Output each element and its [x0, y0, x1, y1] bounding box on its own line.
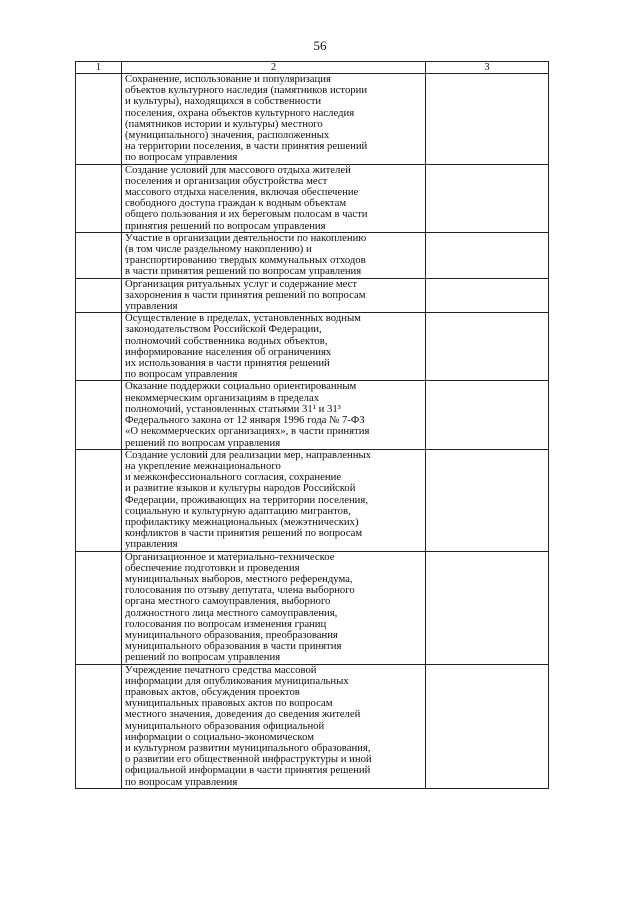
row-number-cell — [76, 74, 122, 165]
table-row — [76, 164, 549, 232]
notes-cell — [426, 664, 549, 788]
table-row — [76, 449, 549, 551]
notes-cell — [426, 381, 549, 449]
row-number-cell — [76, 551, 122, 664]
authority-description-cell: Сохранение, использование и популяризация объектов культурного наследия (памятников истории и культуры), находящихся в собственности поселения, охрана объектов культурного наследия (памятников истории и культуры) местного (муниципального) значения, расположенных на территории поселения, в части принятия решений по вопросам управления — [122, 74, 426, 165]
table-row — [76, 551, 549, 664]
authority-description-cell: Создание условий для массового отдыха жителей поселения и организация обустройства мест массового отдыха населения, включая обеспечение свободного доступа граждан к водным объектам общего пользования и их береговым полосам в части принятия решений по вопросам управления — [122, 164, 426, 232]
table-row — [76, 232, 549, 278]
row-number-cell — [76, 313, 122, 381]
row-number-cell — [76, 449, 122, 551]
document-table — [75, 61, 549, 789]
notes-cell — [426, 313, 549, 381]
table-row — [76, 278, 549, 313]
authority-description-cell: Оказание поддержки социально ориентированным некоммерческим организациям в пределах полномочий, установленных статьями 31¹ и 31³ Федерального закона от 12 января 1996 года № 7-ФЗ «О некоммерческих организациях», в части принятия решений по вопросам управления — [122, 381, 426, 449]
authority-description-cell: Организация ритуальных услуг и содержание мест захоронения в части принятия решений по вопросам управления — [122, 278, 426, 313]
notes-cell — [426, 232, 549, 278]
page-number: 56 — [313, 38, 327, 53]
row-number-cell — [76, 278, 122, 313]
authority-description-cell: Учреждение печатного средства массовой информации для опубликования муниципальных правовых актов, обсуждения проектов муниципальных правовых актов по вопросам местного значения, доведения до сведения жителей муниципального образования официальной информации о социально-экономическом и культурном развитии муниципального образования, о развитии его общественной инфраструктуры и иной официальной информации в части принятия решений по вопросам управления — [122, 664, 426, 788]
table-row — [76, 381, 549, 449]
notes-cell — [426, 278, 549, 313]
table-row — [76, 664, 549, 788]
row-number-cell — [76, 664, 122, 788]
table-row — [76, 313, 549, 381]
row-number-cell — [76, 164, 122, 232]
notes-cell — [426, 551, 549, 664]
authority-description-cell: Участие в организации деятельности по накоплению (в том числе раздельному накоплению) и транспортированию твердых коммунальных отходов в части принятия решений по вопросам управления — [122, 232, 426, 278]
notes-cell — [426, 164, 549, 232]
notes-cell — [426, 449, 549, 551]
row-number-cell — [76, 381, 122, 449]
column-header-1: 1 — [76, 62, 122, 74]
table-header-row — [76, 62, 549, 74]
authority-description-cell: Создание условий для реализации мер, направленных на укрепление межнационального и межконфессионального согласия, сохранение и развитие языков и культуры народов Российской Федерации, проживающих на территории поселения, социальную и культурную адаптацию мигрантов, профилактику межнациональных (межэтнических) конфликтов в части принятия решений по вопросам управления — [122, 449, 426, 551]
row-number-cell — [76, 232, 122, 278]
authority-description-cell: Организационное и материально-техническое обеспечение подготовки и проведения муниципальных выборов, местного референдума, голосования по отзыву депутата, члена выборного органа местного самоуправления, выборного должностного лица местного самоуправления, голосования по вопросам изменения границ муниципального образования, преобразования муниципального образования в части принятия решений по вопросам управления — [122, 551, 426, 664]
authority-description-cell: Осуществление в пределах, установленных водным законодательством Российской Федерации, полномочий собственника водных объектов, информирование населения об ограничениях их использования в части принятия решений по вопросам управления — [122, 313, 426, 381]
column-header-3: 3 — [426, 62, 549, 74]
notes-cell — [426, 74, 549, 165]
table-row — [76, 74, 549, 165]
column-header-2: 2 — [122, 62, 426, 74]
